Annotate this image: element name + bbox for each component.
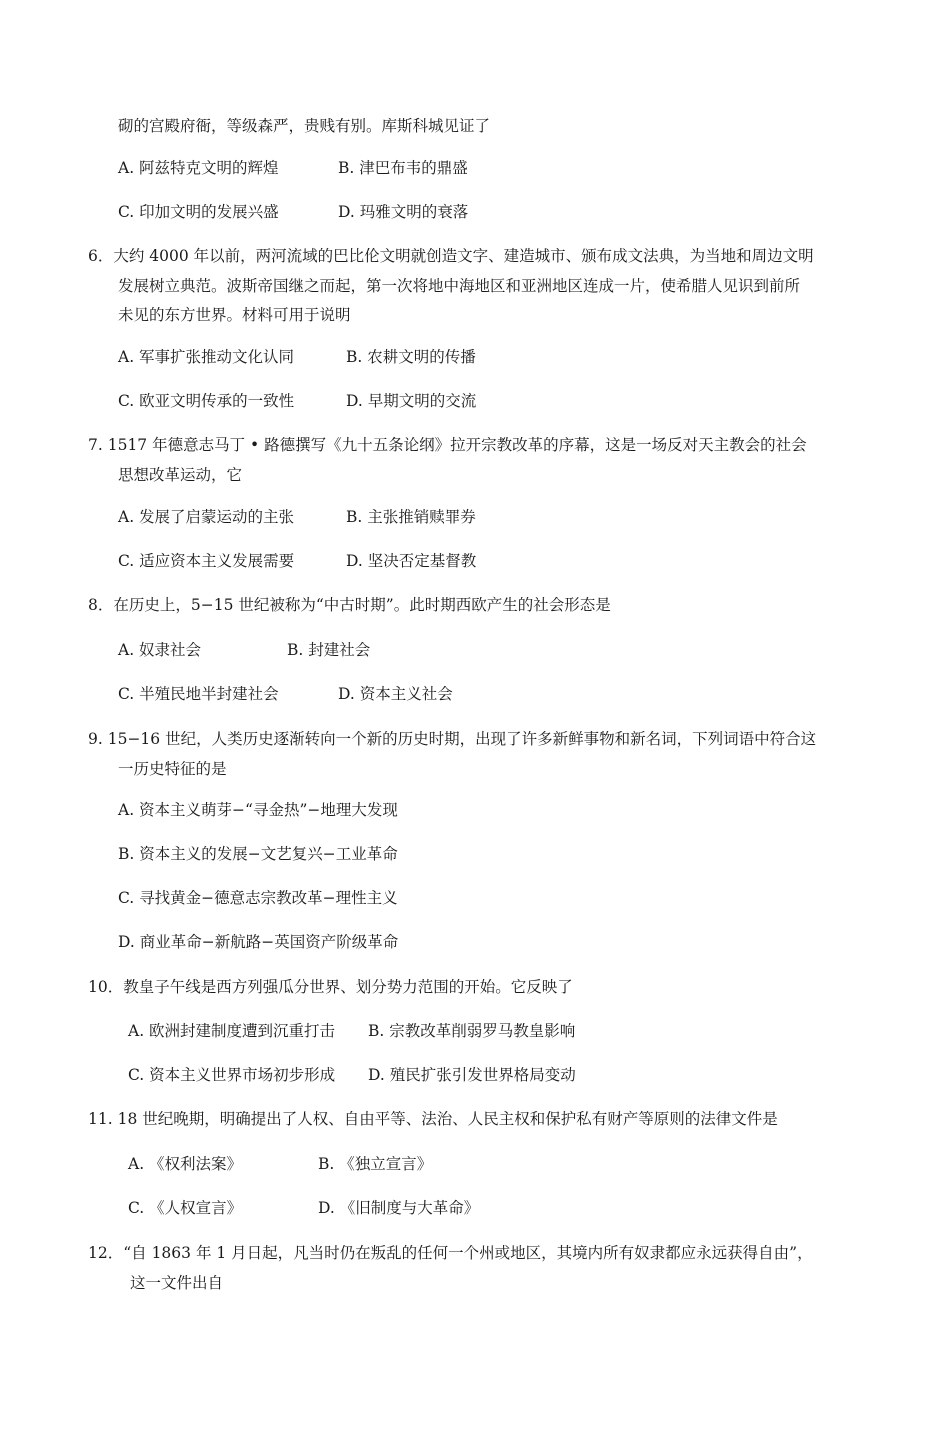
- q6-option-a: A. 军事扩张推动文化认同: [118, 348, 295, 366]
- q9-option-d: D. 商业革命−新航路−英国资产阶级革命: [118, 933, 399, 951]
- q12-stem-line2: 这一文件出自: [130, 1274, 224, 1292]
- q6-stem-line3: 未见的东方世界。材料可用于说明: [118, 306, 351, 324]
- q8-stem-line1: 8．在历史上，5−15 世纪被称为“中古时期”。此时期西欧产生的社会形态是: [88, 596, 611, 614]
- q12-stem-line1: 12．“自 1863 年 1 月日起，凡当时仍在叛乱的任何一个州或地区，其境内所有奴隶都应永远获得自由”，: [88, 1244, 813, 1262]
- q9-option-b: B. 资本主义的发展−文艺复兴−工业革命: [118, 845, 398, 863]
- q8-option-c: C. 半殖民地半封建社会: [118, 685, 279, 703]
- q7-option-b: B. 主张推销赎罪券: [346, 508, 476, 526]
- q10-stem-line1: 10．教皇子午线是西方列强瓜分世界、划分势力范围的开始。它反映了: [88, 978, 573, 996]
- q10-option-c: C. 资本主义世界市场初步形成: [128, 1066, 336, 1084]
- q11-stem-line1: 11. 18 世纪晚期，明确提出了人权、自由平等、法治、人民主权和保护私有财产等原则的法律文件是: [88, 1110, 778, 1128]
- q6-option-c: C. 欧亚文明传承的一致性: [118, 392, 295, 410]
- q9-option-c: C. 寻找黄金−德意志宗教改革−理性主义: [118, 889, 398, 907]
- q11-option-c: C. 《人权宣言》: [128, 1199, 243, 1217]
- q9-stem-line2: 一历史特征的是: [118, 760, 227, 778]
- q7-option-c: C. 适应资本主义发展需要: [118, 552, 295, 570]
- q10-option-d: D. 殖民扩张引发世界格局变动: [368, 1066, 576, 1084]
- q10-option-a: A. 欧洲封建制度遭到沉重打击: [128, 1022, 336, 1040]
- q7-stem-line2: 思想改革运动，它: [118, 466, 243, 484]
- q8-option-b: B. 封建社会: [287, 641, 371, 659]
- q6-stem-line2: 发展树立典范。波斯帝国继之而起，第一次将地中海地区和亚洲地区连成一片，使希腊人见识到前所: [118, 277, 801, 295]
- q9-stem-line1: 9. 15−16 世纪，人类历史逐渐转向一个新的历史时期，出现了许多新鲜事物和新名词，下列词语中符合这: [88, 730, 817, 748]
- q6-option-b: B. 农耕文明的传播: [346, 348, 476, 366]
- q8-option-d: D. 资本主义社会: [338, 685, 453, 703]
- q6-stem-line1: 6．大约 4000 年以前，两河流域的巴比伦文明就创造文字、建造城市、颁布成文法典，为当地和周边文明: [88, 247, 814, 265]
- q11-option-a: A. 《权利法案》: [128, 1155, 243, 1173]
- q11-option-b: B. 《独立宣言》: [318, 1155, 433, 1173]
- q6-option-d: D. 早期文明的交流: [346, 392, 477, 410]
- q5-option-a: A. 阿兹特克文明的辉煌: [118, 159, 279, 177]
- q11-option-d: D. 《旧制度与大革命》: [318, 1199, 480, 1217]
- q5-option-d: D. 玛雅文明的衰落: [338, 203, 469, 221]
- q9-option-a: A. 资本主义萌芽−“寻金热”−地理大发现: [118, 801, 398, 819]
- q5-stem-continuation: 砌的宫殿府衙，等级森严，贵贱有别。库斯科城见证了: [118, 117, 491, 135]
- q7-option-a: A. 发展了启蒙运动的主张: [118, 508, 295, 526]
- q8-option-a: A. 奴隶社会: [118, 641, 202, 659]
- q10-option-b: B. 宗教改革削弱罗马教皇影响: [368, 1022, 576, 1040]
- q7-option-d: D. 坚决否定基督教: [346, 552, 477, 570]
- q5-option-c: C. 印加文明的发展兴盛: [118, 203, 279, 221]
- q7-stem-line1: 7. 1517 年德意志马丁 • 路德撰写《九十五条论纲》拉开宗教改革的序幕，这是一场反对天主教会的社会: [88, 436, 807, 454]
- q5-option-b: B. 津巴布韦的鼎盛: [338, 159, 468, 177]
